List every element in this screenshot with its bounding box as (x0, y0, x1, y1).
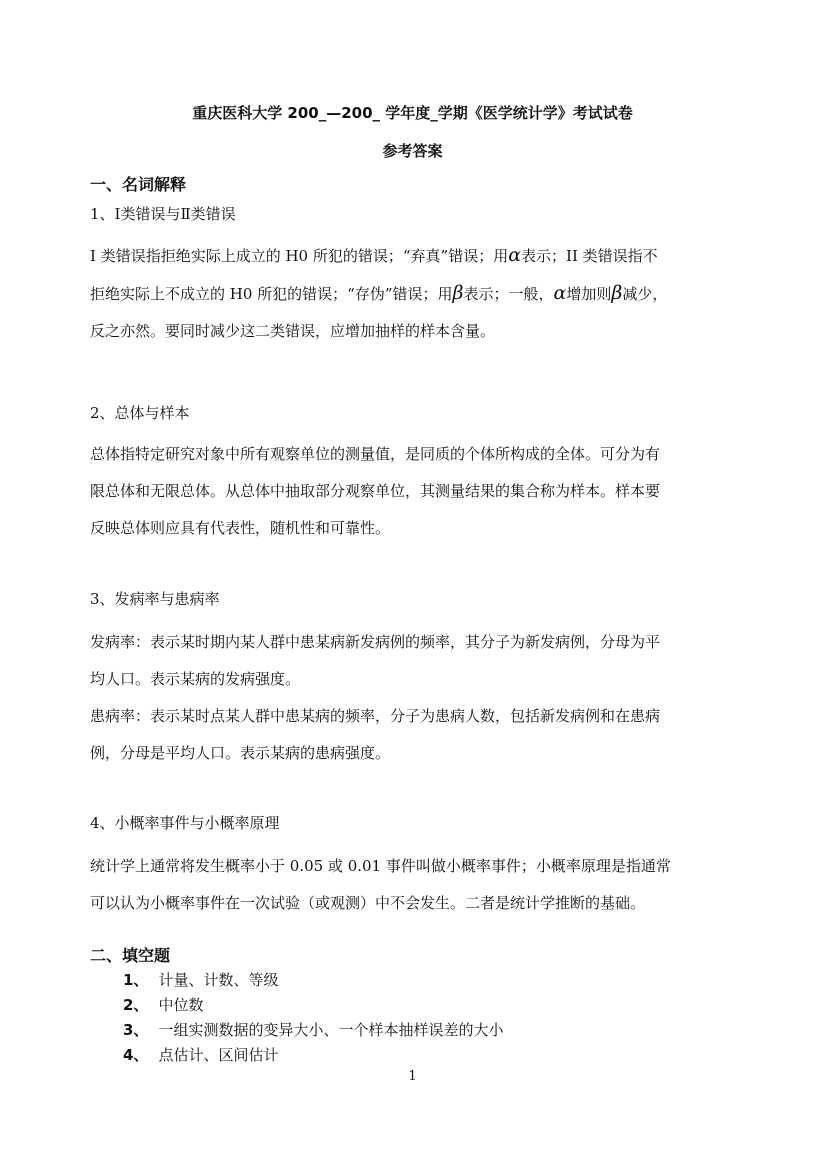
q2-title: 2、总体与样本 (90, 404, 190, 422)
page-number: 1 (408, 1069, 417, 1084)
exam-title: 重庆医科大学 200_—200_ 学年度_学期《医学统计学》考试试卷 (192, 104, 633, 122)
fill-answer-3: 3、 一组实测数据的变异大小、一个样本抽样误差的大小 (123, 1021, 504, 1039)
q4-title: 4、小概率事件与小概率原理 (90, 814, 280, 832)
q3-title: 3、发病率与患病率 (90, 590, 220, 608)
beta-symbol: β (611, 282, 623, 304)
fill-answer-1: 1、 计量、计数、等级 (123, 971, 279, 989)
beta-symbol: β (452, 282, 464, 304)
section-2-heading: 二、填空题 (90, 946, 171, 965)
fill-answer-2: 2、 中位数 (123, 996, 204, 1014)
q4-answer: 统计学上通常将发生概率小于 0.05 或 0.01 事件叫做小概率事件；小概率原理是指通常 可以认为小概率事件在一次试验（或观测）中不会发生。二者是统计学推断的基础。 (90, 857, 671, 912)
q1-answer (90, 237, 740, 350)
q2-answer: 总体指特定研究对象中所有观察单位的测量值，是同质的个体所构成的全体。可分为有 限总体和无限总体。从总体中抽取部分观察单位，其测量结果的集合称为样本。样本要 反映总体则应具有代表性，随机性和可靠性。 (90, 445, 661, 537)
q3-answer: 发病率：表示某时期内某人群中患某病新发病例的频率，其分子为新发病例，分母为平 均人口。表示某病的发病强度。 患病率：表示某时点某人群中患某病的频率，分子为患病人数，包括新发病例和在患病 例，分母是平均人口。表示某病的患病强度。 (90, 633, 661, 762)
q1-line-3: 反之亦然。要同时减少这二类错误，应增加抽样的样本含量。 (90, 322, 496, 340)
fill-answer-4: 4、 点估计、区间估计 (123, 1046, 279, 1064)
alpha-symbol: α (508, 244, 522, 266)
q1-line-1: I 类错误指拒绝实际上成立的 H0 所犯的错误；“弃真”错误；用α表示；II 类错误指不 (90, 244, 658, 266)
section-1-heading: 一、名词解释 (90, 175, 187, 194)
alpha-symbol: α (553, 282, 567, 304)
exam-subtitle: 参考答案 (382, 142, 443, 160)
q1-title: 1、Ⅰ类错误与Ⅱ类错误 (90, 205, 236, 223)
q1-line-2: 拒绝实际上不成立的 H0 所犯的错误；“存伪”错误；用β表示；一般，α增加则β减少， (90, 282, 668, 304)
